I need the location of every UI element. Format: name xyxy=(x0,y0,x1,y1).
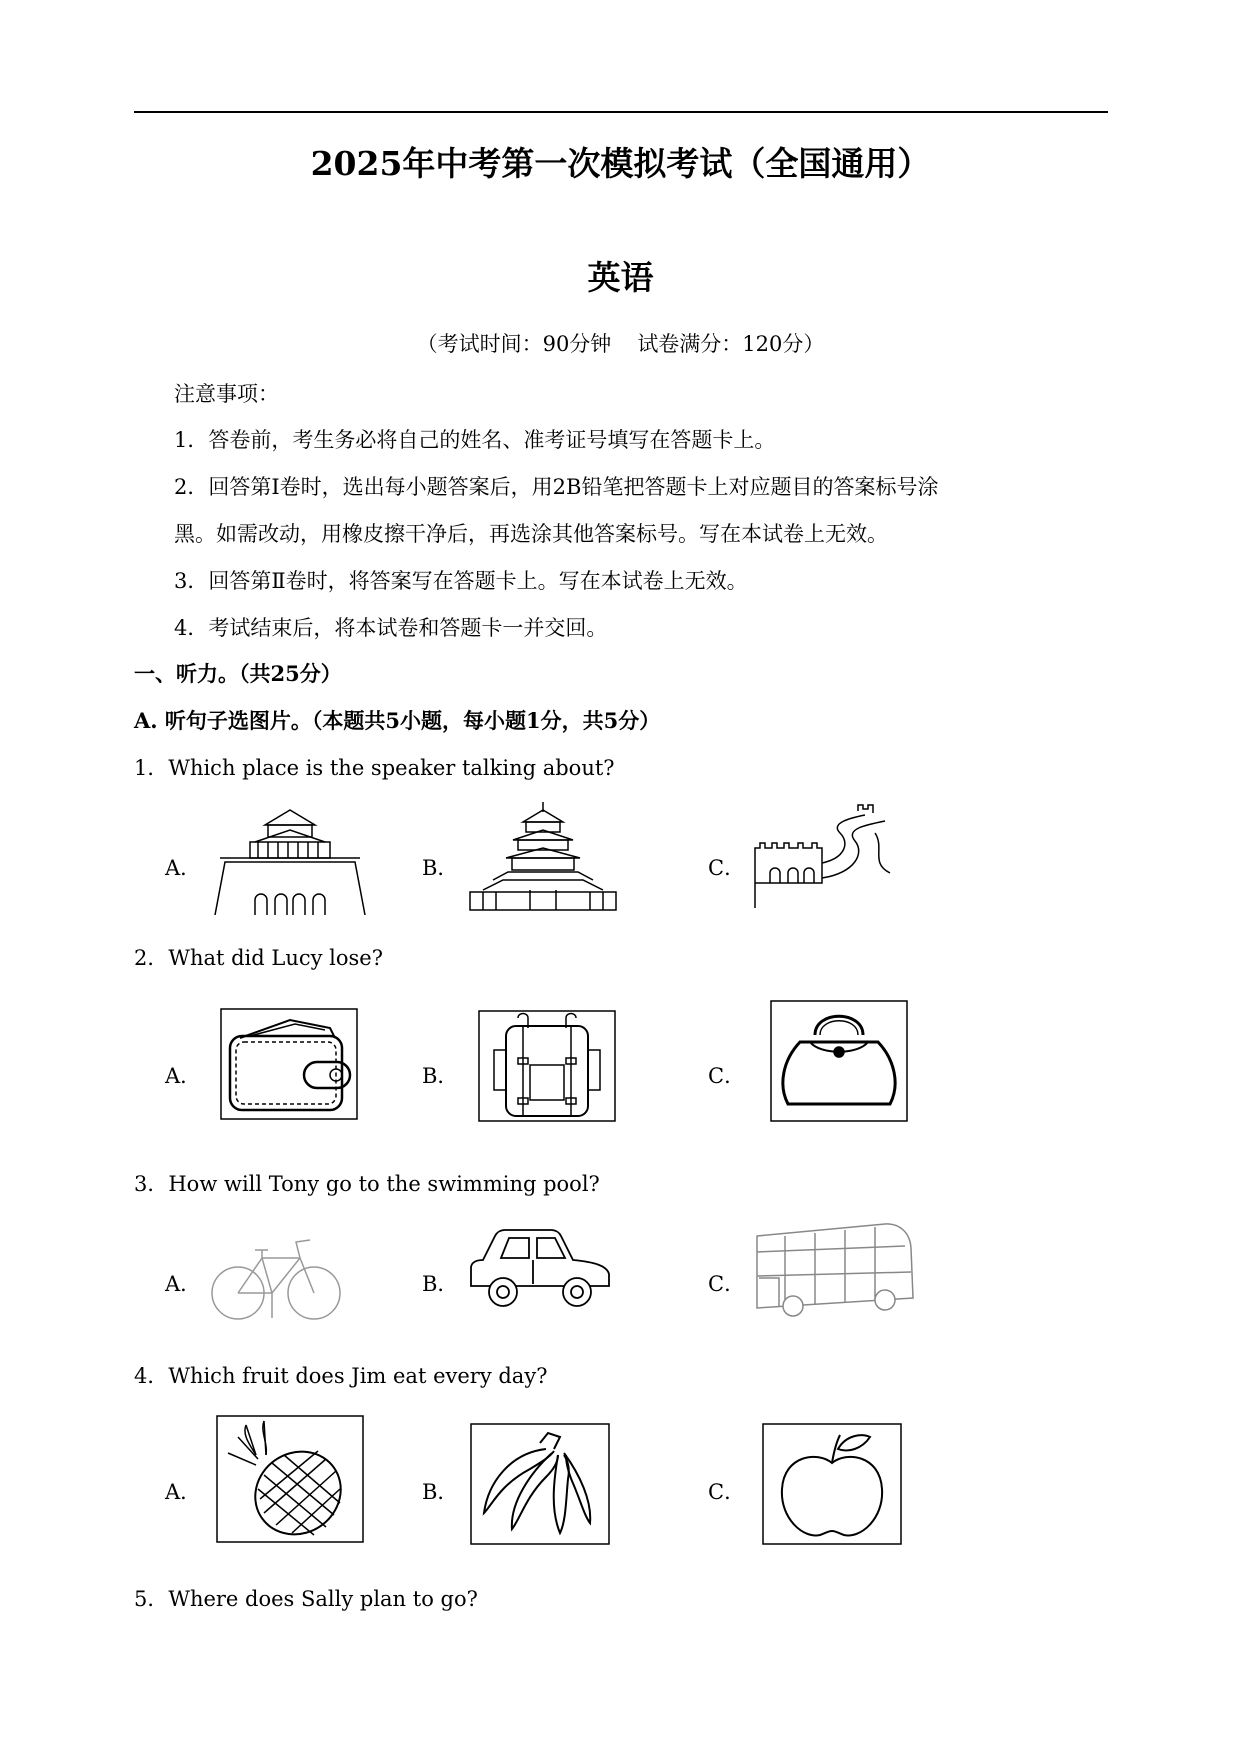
notice-item: 2．回答第Ⅰ卷时，选出每小题答案后，用2B铅笔把答题卡上对应题目的答案标号涂 xyxy=(174,475,939,499)
option-letter: C． xyxy=(708,1064,746,1088)
option-letter: C． xyxy=(708,1480,746,1504)
part-a-heading: A. 听句子选图片。（本题共5小题，每小题1分，共5分） xyxy=(134,708,661,733)
option-letter: A． xyxy=(165,1272,202,1296)
exam-time: （考试时间：90分钟 xyxy=(416,332,612,356)
apple-icon xyxy=(762,1423,902,1545)
exam-title: 2025年中考第一次模拟考试（全国通用） xyxy=(310,144,931,183)
notice-item: 4．考试结束后，将本试卷和答题卡一并交回。 xyxy=(174,616,608,640)
bicycle-icon xyxy=(210,1228,342,1323)
top-rule xyxy=(134,111,1108,113)
notice-heading: 注意事项： xyxy=(174,382,279,406)
question-5: 5．Where does Sally plan to go? xyxy=(134,1587,478,1611)
wallet-icon xyxy=(220,1008,358,1120)
notice-item: 3．回答第Ⅱ卷时，将答案写在答题卡上。写在本试卷上无效。 xyxy=(174,569,748,593)
question-1: 1．Which place is the speaker talking about? xyxy=(134,756,615,780)
option-letter: C． xyxy=(708,1272,746,1296)
option-letter: B． xyxy=(422,1064,459,1088)
backpack-icon xyxy=(478,1010,616,1122)
question-2: 2．What did Lucy lose? xyxy=(134,946,383,970)
exam-info xyxy=(0,328,1241,358)
bus-icon xyxy=(755,1218,915,1320)
option-letter: A． xyxy=(165,1064,202,1088)
notice-item: 黑。如需改动，用橡皮擦干净后，再选涂其他答案标号。写在本试卷上无效。 xyxy=(174,522,888,546)
tiananmen-gate-icon xyxy=(210,800,370,915)
banana-icon xyxy=(470,1423,610,1545)
option-letter: A． xyxy=(165,856,202,880)
great-wall-icon xyxy=(750,803,892,908)
option-letter: A． xyxy=(165,1480,202,1504)
question-3: 3．How will Tony go to the swimming pool? xyxy=(134,1172,600,1196)
pineapple-icon xyxy=(216,1415,364,1543)
handbag-icon xyxy=(770,1000,908,1122)
section-heading: 一、听力。（共25分） xyxy=(134,661,342,686)
option-letter: B． xyxy=(422,1272,459,1296)
option-letter: B． xyxy=(422,856,459,880)
option-letter: C． xyxy=(708,856,746,880)
temple-of-heaven-icon xyxy=(468,800,618,912)
option-letter: B． xyxy=(422,1480,459,1504)
car-icon xyxy=(465,1226,613,1316)
subject-title: 英语 xyxy=(587,258,654,297)
notice-item: 1．答卷前，考生务必将自己的姓名、准考证号填写在答题卡上。 xyxy=(174,428,776,452)
question-4: 4．Which fruit does Jim eat every day? xyxy=(134,1364,548,1388)
exam-score: 试卷满分：120分） xyxy=(637,332,825,356)
